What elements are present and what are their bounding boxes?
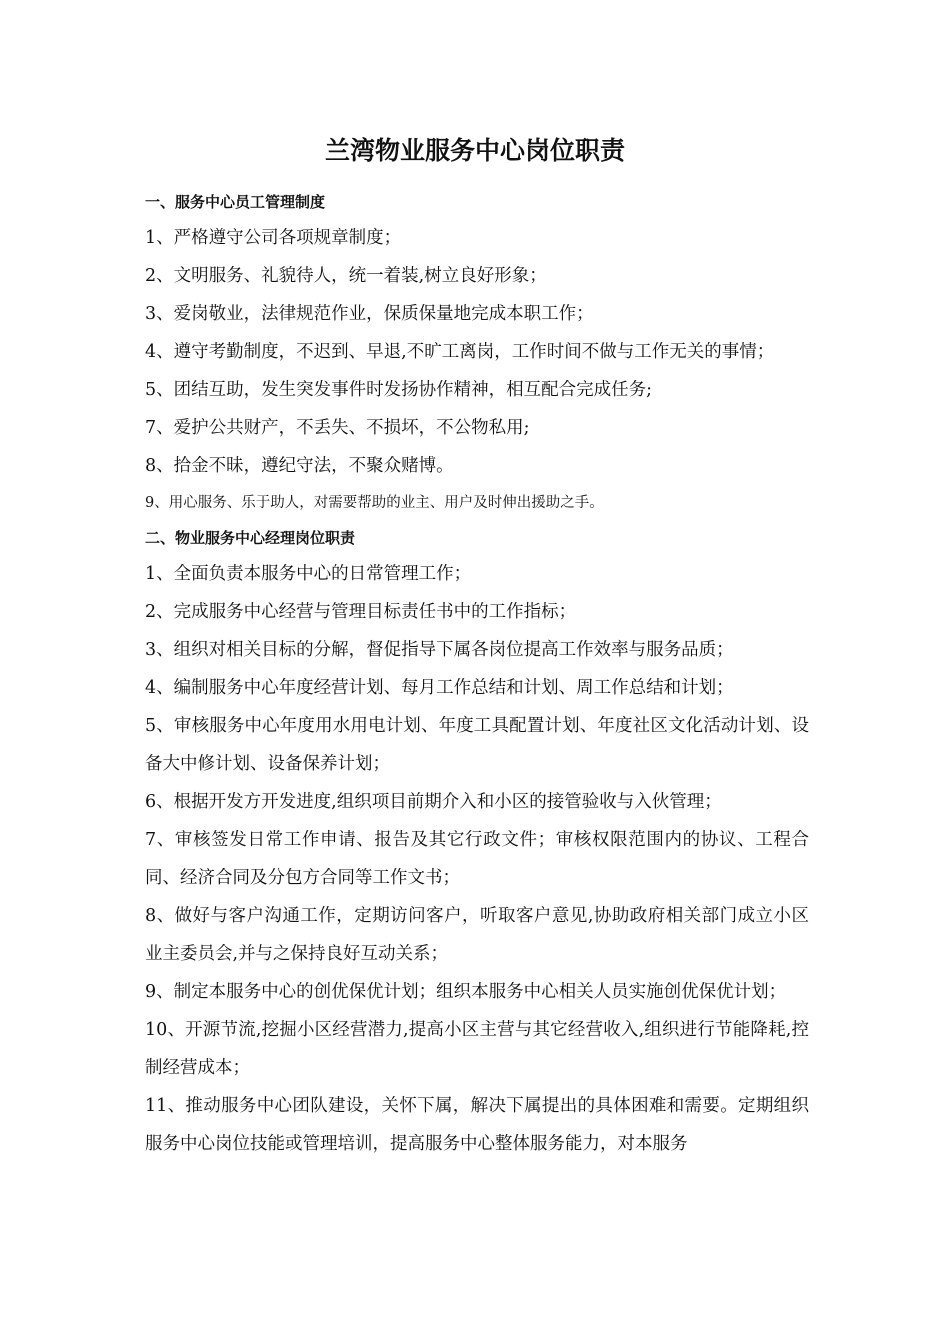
section-heading: 一、服务中心员工管理制度 — [145, 193, 326, 211]
list-item: 8、拾金不昧，遵纪守法，不聚众赌博。 — [145, 456, 454, 476]
list-item: 4、编制服务中心年度经营计划、每月工作总结和计划、周工作总结和计划； — [145, 678, 734, 698]
list-item: 8、做好与客户沟通工作，定期访问客户，听取客户意见,协助政府相关部门成立小区业主委员会,并与之保持良好互动关系； — [145, 906, 809, 964]
list-item: 9、制定本服务中心的创优保优计划；组织本服务中心相关人员实施创优保优计划； — [145, 982, 787, 1002]
list-item: 6、根据开发方开发进度,组织项目前期介入和小区的接管验收与入伙管理； — [145, 792, 722, 812]
list-item: 4、遵守考勤制度，不迟到、早退,不旷工离岗，工作时间不做与工作无关的事情； — [145, 342, 775, 362]
list-item: 7、爱护公共财产，不丢失、不损坏，不公物私用; — [145, 418, 530, 438]
list-item: 10、开源节流,挖掘小区经营潜力,提高小区主营与其它经营收入,组织进行节能降耗,控制经营成本； — [145, 1020, 809, 1078]
list-item: 7、审核签发日常工作申请、报告及其它行政文件；审核权限范围内的协议、工程合同、经济合同及分包方合同等工作文书； — [145, 830, 809, 888]
list-item: 5、审核服务中心年度用水用电计划、年度工具配置计划、年度社区文化活动计划、设备大中修计划、设备保养计划； — [145, 716, 809, 774]
section-manager-duties — [145, 521, 809, 1163]
list-item: 2、文明服务、礼貌待人，统一着装,树立良好形象； — [145, 266, 547, 286]
list-item: 2、完成服务中心经营与管理目标责任书中的工作指标； — [145, 602, 577, 622]
section-heading: 二、物业服务中心经理岗位职责 — [145, 529, 356, 547]
list-item: 1、全面负责本服务中心的日常管理工作； — [145, 564, 472, 584]
list-item: 5、团结互助，发生突发事件时发扬协作精神，相互配合完成任务; — [145, 380, 653, 400]
list-item: 11、推动服务中心团队建设，关怀下属，解决下属提出的具体困难和需要。定期组织服务中心岗位技能或管理培训，提高服务中心整体服务能力，对本服务 — [145, 1096, 809, 1154]
list-item: 3、爱岗敬业，法律规范作业，保质保量地完成本职工作； — [145, 304, 594, 324]
list-item: 3、组织对相关目标的分解，督促指导下属各岗位提高工作效率与服务品质； — [145, 640, 734, 660]
section-staff-rules — [145, 185, 809, 521]
document-title: 兰湾物业服务中心岗位职责 — [324, 136, 625, 165]
list-item: 9、用心服务、乐于助人，对需要帮助的业主、用户及时伸出援助之手。 — [145, 495, 604, 511]
list-item: 1、严格遵守公司各项规章制度； — [145, 228, 402, 248]
document-body — [145, 185, 809, 1163]
